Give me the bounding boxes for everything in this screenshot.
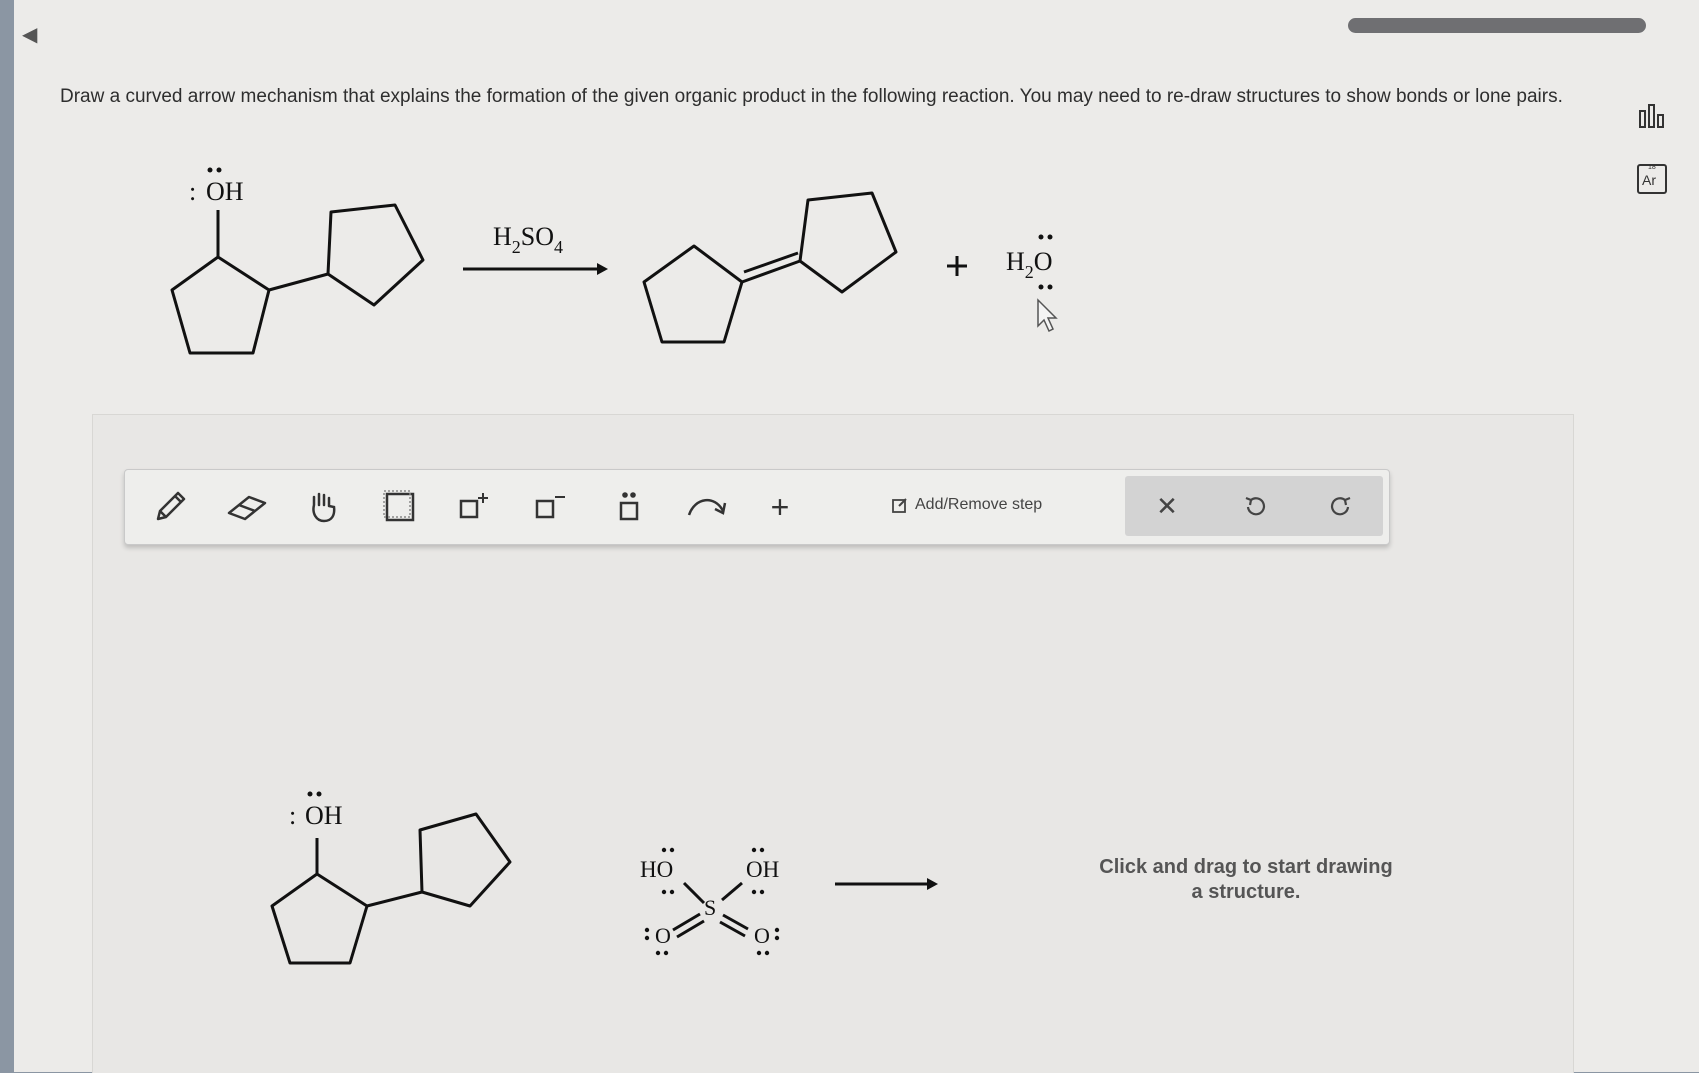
canvas-ring-2 <box>420 814 510 906</box>
plus-icon[interactable]: + <box>770 488 790 525</box>
periodic-number: 18 <box>1648 164 1656 171</box>
water-label: $H_2O$ <box>1006 247 1053 282</box>
acid-oh-label: OH <box>746 857 780 882</box>
acid-s-label: S <box>704 895 717 920</box>
canvas-oh-label: OH <box>305 801 343 830</box>
back-arrow-icon[interactable]: ◀ <box>22 24 38 46</box>
canvas-lone-pair: : <box>289 801 297 830</box>
s-ho-bond <box>684 883 704 903</box>
acid-o2-label: O <box>754 923 770 948</box>
question-text: Draw a curved arrow mechanism that explains the formation of the given organic product in the following reaction. You may need to re-draw structures to show bonds or lone pairs. <box>60 86 1563 107</box>
canvas-hint: Click and drag to start drawing a structure. <box>1099 856 1393 903</box>
reagent-label: $H_2SO_4$ <box>493 222 564 257</box>
periodic-label: Ar <box>1642 172 1656 188</box>
reactant-oh-label: OH <box>206 177 244 206</box>
canvas-ring-1 <box>272 874 367 963</box>
close-icon[interactable]: ✕ <box>1156 490 1178 521</box>
add-remove-step-label: Add/Remove step <box>915 496 1043 513</box>
acid-ho-label: HO <box>640 857 674 882</box>
s-oh-bond <box>722 883 742 900</box>
lone-pair-dots: : <box>189 177 197 206</box>
acid-o1-label: O <box>655 923 671 948</box>
canvas-ring-bond <box>367 892 422 906</box>
